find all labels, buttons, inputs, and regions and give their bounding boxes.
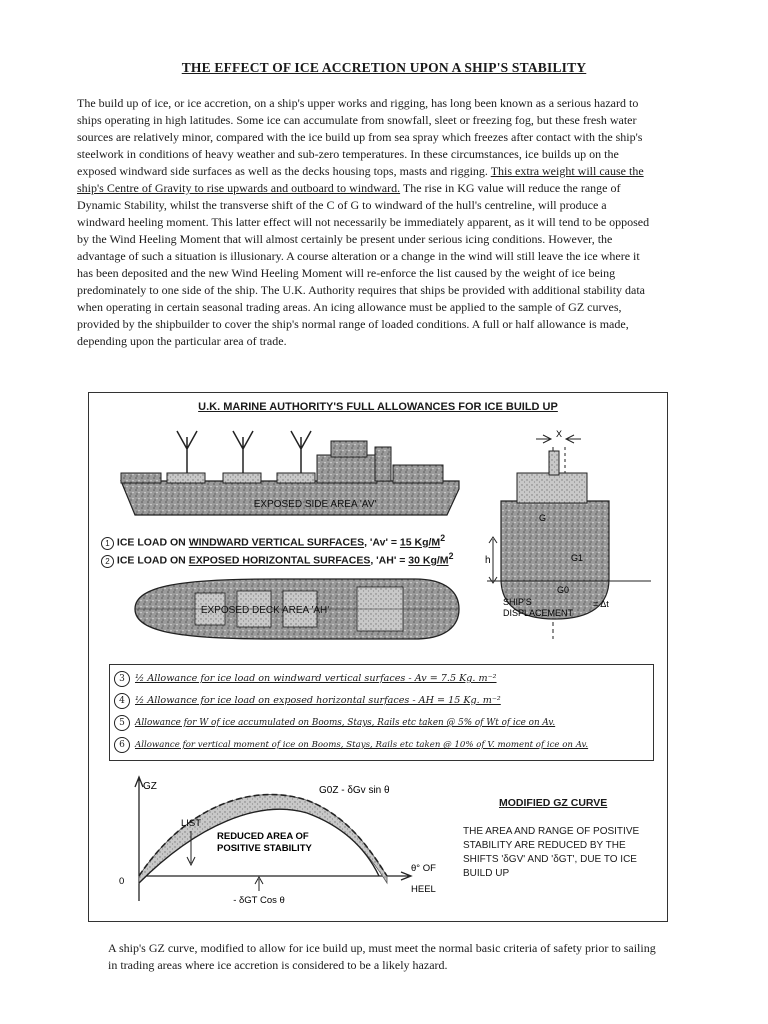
ship-superstructure (317, 455, 377, 483)
note-number: 5 (114, 715, 130, 731)
figure-caption: A ship's GZ curve, modified to allow for ice build up, must meet the normal basic criteria of safety prior to sailing in trading areas where ice accretion is considered to be a likely hazard. (108, 941, 656, 972)
section-house (517, 473, 587, 503)
load-2-value: 30 Kg/M (408, 554, 449, 567)
load-1-sup: 2 (440, 533, 446, 543)
midship-section (481, 429, 661, 659)
note-text: ½ Allowance for ice load on exposed horizontal surfaces - AH = 15 Kg. m⁻² (135, 695, 501, 706)
paragraph-part-1: The build up of ice, or ice accretion, on a ship's upper works and rigging, has long been known as a serious hazard to ships operating in high latitudes. Some ice can accumulate from snowfall, sleet or freezing fog, but these fresh water sources are relatively minor, compared with the ice build up from sea spray which freezes after contact with the ship's steelwork in conditions of heavy weather and sub-zero temperatures. In these circumstances, ice builds up on the exposed windward side surfaces as well as the decks housing tops, masts and rigging. (77, 96, 643, 178)
allowance-note-3 (114, 671, 497, 687)
curve-label: G0Z - δGv sin θ (319, 785, 390, 796)
load-1-value: 15 Kg/M (399, 536, 441, 549)
list-label: LIST (181, 818, 202, 829)
reduced-area-line-1: REDUCED AREA OF (217, 831, 309, 842)
gz-curve-diagram (109, 771, 449, 916)
ship-side-profile (117, 429, 467, 521)
load-2-sup: 2 (448, 551, 454, 561)
ship-forecastle (121, 473, 161, 483)
heel-label-1: θ° OF (411, 863, 436, 874)
allowance-notes-box (109, 664, 654, 761)
g0-label: G0 (557, 585, 570, 595)
ship-deck-plan (125, 573, 465, 645)
intro-paragraph (77, 95, 657, 350)
heel-label-2: HEEL (411, 884, 436, 895)
load-1-surface: WINDWARD VERTICAL SURFACES (188, 536, 365, 549)
heel-axis (139, 872, 411, 880)
ship-funnel (375, 447, 391, 481)
note-text: Allowance for W of ice accumulated on Booms, Stays, Rails etc taken @ 5% of Wt of ice on Av. (135, 718, 556, 728)
modified-gz-title: MODIFIED GZ CURVE (499, 797, 608, 809)
hatch-1 (167, 473, 205, 483)
gz-axis-label: GZ (143, 781, 157, 792)
ice-load-vertical (101, 533, 445, 550)
displacement-label-2: DISPLACEMENT (503, 608, 574, 618)
paragraph-underlined-sentence: This extra weight will cause the ship's Centre of Gravity to rise upwards and outboard to windward. (77, 164, 644, 195)
allowance-note-4 (114, 693, 501, 709)
displacement-label-1: SHIP'S (503, 597, 532, 607)
note-number: 6 (114, 737, 130, 753)
note-number: 3 (114, 671, 130, 687)
g1-label: G1 (571, 553, 584, 563)
load-1-value-label: , 'Av' = (364, 536, 400, 549)
note-text: ½ Allowance for ice load on windward vertical surfaces - Av = 7.5 Kg. m⁻² (135, 673, 497, 684)
load-2-prefix: ICE LOAD ON (116, 554, 189, 567)
displacement-symbol: = Δt (593, 599, 609, 609)
figure-title: U.K. MARINE AUTHORITY'S FULL ALLOWANCES FOR ICE BUILD UP (198, 401, 558, 413)
g-label: G (539, 513, 547, 523)
ship-bridge (331, 441, 367, 457)
load-1-prefix: ICE LOAD ON (116, 536, 189, 549)
note-number: 4 (114, 693, 130, 709)
side-area-label: EXPOSED SIDE AREA 'AV' (253, 499, 377, 510)
allowance-note-6 (114, 737, 588, 753)
origin-label: 0 (119, 876, 125, 887)
dimension-x-label: X (555, 429, 563, 439)
bottom-label: - δGT Cos θ (233, 895, 285, 906)
load-1-number: 1 (101, 537, 114, 550)
ship-poop (393, 465, 443, 483)
reduced-area-line-2: POSITIVE STABILITY (217, 843, 312, 854)
document-title: THE EFFECT OF ICE ACCRETION UPON A SHIP'S STABILITY (181, 60, 587, 75)
note-text: Allowance for vertical moment of ice on Booms, Stays, Rails etc taken @ 10% of V. moment of ice on Av. (135, 740, 589, 750)
dimension-h-label: h (485, 555, 491, 566)
section-mast (549, 451, 559, 475)
heel-arrow (255, 877, 263, 891)
ice-load-horizontal (101, 551, 453, 568)
modified-gz-text: THE AREA AND RANGE OF POSITIVE STABILITY ARE REDUCED BY THE SHIFTS 'δGV' AND 'δGT', DUE TO ICE BUILD UP (463, 826, 640, 879)
load-2-value-label: , 'AH' = (370, 554, 409, 567)
deck-area-label: EXPOSED DECK AREA 'AH' (200, 605, 330, 616)
load-2-number: 2 (101, 555, 114, 568)
ice-allowance-figure (88, 392, 668, 922)
hatch-3 (277, 473, 315, 483)
paragraph-part-2: The rise in KG value will reduce the range of Dynamic Stability, whilst the transverse shift of the C of G to windward of the hull's centreline, will produce a windward heeling moment. This latter effect will not necessarily be immediately apparent, as it will tend to be opposed by the Wind Heeling Moment that will almost certainly be present under serious icing conditions. However, the advantage of such a situation is illusionary. A course alteration or a change in the wind will still leave the ice where it has been deposited and the new Wind Heeling Moment will re-enforce the list caused by the weight of ice being predominately to one side of the ship. The U.K. Authority requires that ships be provided with additional stability data when operating in certain seasonal trading areas. An icing allowance must be applied to the sample of GZ curves, provided by the shipbuilder to cover the ship's normal range of loaded conditions. A full or half allowance is made, depending upon the particular area of trade. (77, 181, 650, 348)
load-2-surface: EXPOSED HORIZONTAL SURFACES (188, 554, 371, 567)
hatch-2 (223, 473, 261, 483)
allowance-note-5 (114, 715, 555, 731)
